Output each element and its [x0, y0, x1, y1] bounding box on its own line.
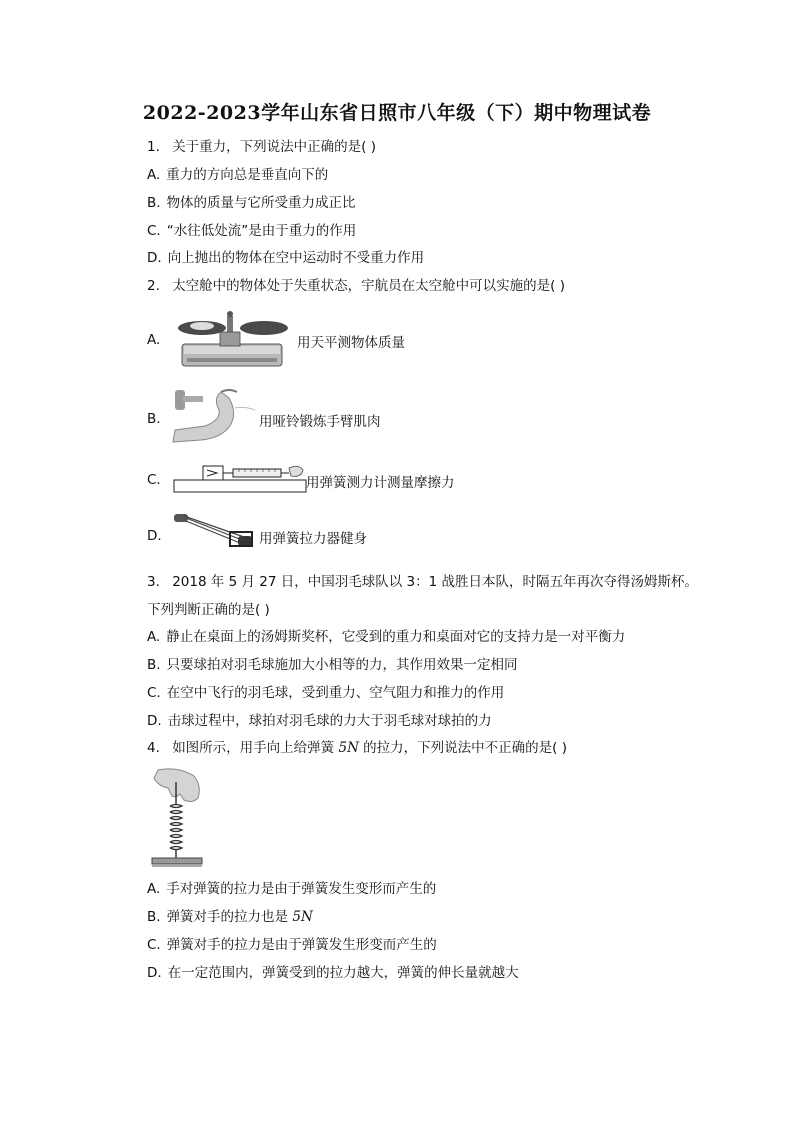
option-label: C. — [147, 937, 161, 953]
question-2-option-d-label: D. — [147, 528, 162, 544]
option-text: 弹簧对手的拉力也是 — [166, 909, 293, 925]
question-1-option-d — [147, 249, 424, 267]
question-number: 1. — [147, 139, 160, 155]
question-1-option-a — [147, 166, 328, 184]
option-label: C. — [147, 223, 161, 239]
question-3-option-a — [147, 628, 625, 646]
question-number: 4. — [147, 740, 160, 756]
option-text: 物体的质量与它所受重力成正比 — [166, 195, 356, 211]
option-text: 手对弹簧的拉力是由于弹簧发生变形而产生的 — [166, 881, 437, 897]
question-4-option-d — [147, 964, 519, 982]
question-4-option-a — [147, 880, 436, 898]
option-text: “水往低处流”是由于重力的作用 — [166, 223, 357, 239]
question-2-option-c-label: C. — [147, 472, 161, 488]
question-text: 太空舱中的物体处于失重状态，宇航员在太空舱中可以实施的是( ) — [172, 278, 566, 294]
spring-scale-friction-image — [173, 460, 307, 494]
option-label: B. — [147, 657, 161, 673]
question-2-option-d-text: 用弹簧拉力器健身 — [259, 531, 367, 547]
spring-expander-image — [172, 512, 254, 548]
question-3-option-b — [147, 656, 518, 674]
question-2-option-a-text: 用天平测物体质量 — [297, 335, 405, 351]
question-2-option-b-text: 用哑铃锻炼手臂肌肉 — [259, 414, 381, 430]
arm-dumbbell-image — [171, 388, 257, 448]
option-label: A. — [147, 881, 161, 897]
option-text: 只要球拍对羽毛球施加大小相等的力，其作用效果一定相同 — [166, 657, 518, 673]
hand-pulling-spring-image — [148, 768, 206, 868]
balance-scale-image — [172, 308, 294, 372]
question-text: 关于重力，下列说法中正确的是( ) — [172, 139, 377, 155]
option-label: B. — [147, 195, 161, 211]
question-1-stem — [147, 138, 376, 156]
question-3-stem-continued: 下列判断正确的是( ) — [147, 602, 270, 618]
question-1-option-c — [147, 222, 356, 240]
option-text: 在空中飞行的羽毛球，受到重力、空气阻力和推力的作用 — [166, 685, 505, 701]
question-3-stem — [147, 573, 698, 591]
option-label: D. — [147, 250, 162, 266]
option-label: D. — [147, 713, 162, 729]
question-1-option-b — [147, 194, 356, 212]
question-number: 3. — [147, 574, 160, 590]
question-4-option-c — [147, 936, 437, 954]
option-text: 静止在桌面上的汤姆斯奖杯，它受到的重力和桌面对它的支持力是一对平衡力 — [166, 629, 626, 645]
option-label: A. — [147, 629, 161, 645]
question-number: 2. — [147, 278, 160, 294]
force-value: 5N — [292, 909, 313, 925]
option-label: A. — [147, 167, 161, 183]
question-4-stem — [147, 739, 567, 757]
page-title: 2022-2023学年山东省日照市八年级（下）期中物理试卷 — [142, 102, 652, 124]
question-4-option-b — [147, 908, 313, 926]
option-text: 弹簧对手的拉力是由于弹簧发生形变而产生的 — [166, 937, 437, 953]
option-text: 重力的方向总是垂直向下的 — [166, 167, 329, 183]
question-3-option-d — [147, 712, 492, 730]
option-text: 在一定范围内，弹簧受到的拉力越大，弹簧的伸长量就越大 — [167, 965, 519, 981]
question-3-option-c — [147, 684, 504, 702]
question-2-option-a-label: A. — [147, 332, 161, 348]
question-text: 2018 年 5 月 27 日，中国羽毛球队以 3：1 战胜日本队，时隔五年再次夺得汤姆斯杯。 — [172, 574, 699, 590]
option-label: D. — [147, 965, 162, 981]
option-text: 击球过程中，球拍对羽毛球的力大于羽毛球对球拍的力 — [167, 713, 492, 729]
force-value: 5N — [338, 740, 359, 756]
option-label: C. — [147, 685, 161, 701]
question-text-end: 的拉力，下列说法中不正确的是( ) — [358, 740, 568, 756]
option-label: B. — [147, 909, 161, 925]
question-2-option-c-text: 用弹簧测力计测量摩擦力 — [306, 475, 455, 491]
question-2-option-b-label: B. — [147, 411, 161, 427]
option-text: 向上抛出的物体在空中运动时不受重力作用 — [167, 250, 425, 266]
question-2-stem — [147, 277, 565, 295]
question-text: 如图所示，用手向上给弹簧 — [172, 740, 339, 756]
